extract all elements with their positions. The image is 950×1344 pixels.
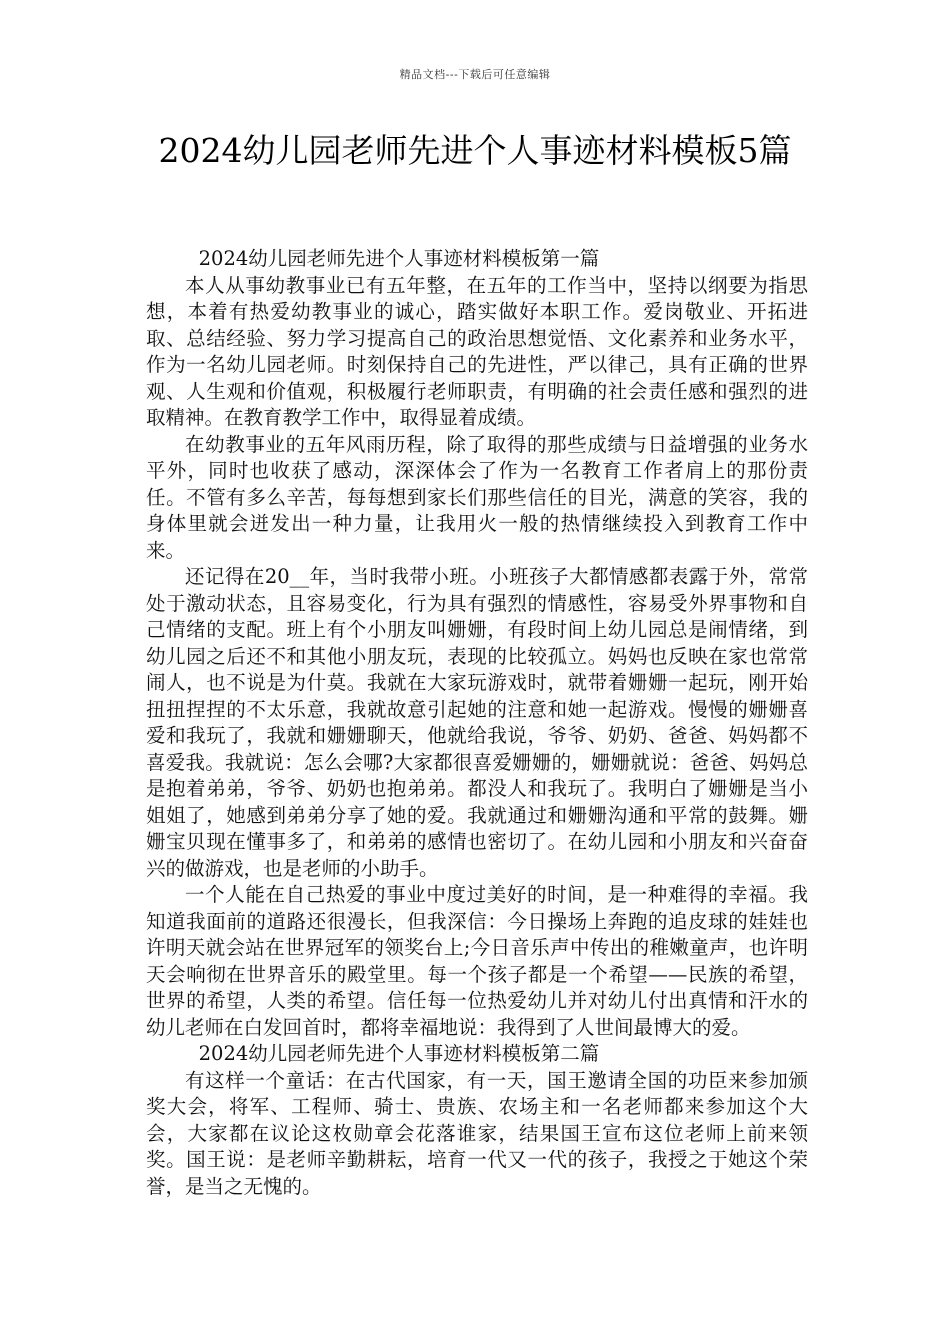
section-heading-2: 2024幼儿园老师先进个人事迹材料模板第二篇	[198, 1042, 600, 1065]
paragraph: 在幼教事业的五年风雨历程，除了取得的那些成绩与日益增强的业务水平外，同时也收获了感动，深深体会了作为一名教育工作者肩上的那份责任。不管有多么辛苦，每每想到家长们那些信任的目光，满意的笑容，我的身体里就会迸发出一种力量，让我用火一般的热情继续投入到教育工作中来。	[146, 432, 808, 562]
section-heading-1: 2024幼儿园老师先进个人事迹材料模板第一篇	[198, 247, 600, 270]
document-body	[146, 246, 808, 1200]
paragraph: 一个人能在自己热爱的事业中度过美好的时间，是一种难得的幸福。我知道我面前的道路还很漫长，但我深信：今日操场上奔跑的追皮球的娃娃也许明天就会站在世界冠军的领奖台上;今日音乐声中传出的稚嫩童声，也许明天会响彻在世界音乐的殿堂里。每一个孩子都是一个希望——民族的希望，世界的希望，人类的希望。信任每一位热爱幼儿并对幼儿付出真情和汗水的幼儿老师在白发回首时，都将幸福地说：我得到了人世间最博大的爱。	[146, 883, 808, 1039]
paragraph: 本人从事幼教事业已有五年整，在五年的工作当中，坚持以纲要为指思想，本着有热爱幼教事业的诚心，踏实做好本职工作。爱岗敬业、开拓进取、总结经验、努力学习提高自己的政治思想觉悟、文化素养和业务水平，作为一名幼儿园老师。时刻保持自己的先进性，严以律己，具有正确的世界观、人生观和价值观，积极履行老师职责，有明确的社会责任感和强烈的进取精神。在教育教学工作中，取得显着成绩。	[146, 273, 808, 429]
header-watermark: 精品文档---下载后可任意编辑	[399, 68, 551, 81]
document-title: 2024幼儿园老师先进个人事迹材料模板5篇	[158, 131, 792, 170]
paragraph: 还记得在20__年，当时我带小班。小班孩子大都情感都表露于外，常常处于激动状态，且容易变化，行为具有强烈的情感性，容易受外界事物和自己情绪的支配。班上有个小朋友叫姗姗，有段时间上幼儿园总是闹情绪，到幼儿园之后还不和其他小朋友玩，表现的比较孤立。妈妈也反映在家也常常闹人，也不说是为什莫。我就在大家玩游戏时，就带着姗姗一起玩，刚开始扭扭捏捏的不太乐意，我就故意引起她的注意和她一起游戏。慢慢的姗姗喜爱和我玩了，我就和姗姗聊天，他就给我说，爷爷、奶奶、爸爸、妈妈都不喜爱我。我就说：怎么会哪?大家都很喜爱姗姗的，姗姗就说：爸爸、妈妈总是抱着弟弟，爷爷、奶奶也抱弟弟。都没人和我玩了。我明白了姗姗是当小姐姐了，她感到弟弟分享了她的爱。我就通过和姗姗沟通和平常的鼓舞。姗姗宝贝现在懂事多了，和弟弟的感情也密切了。在幼儿园和小朋友和兴奋奋兴的做游戏，也是老师的小助手。	[146, 565, 808, 880]
paragraph: 有这样一个童话：在古代国家，有一天，国王邀请全国的功臣来参加颁奖大会，将军、工程师、骑士、贵族、农场主和一名老师都来参加这个大会，大家都在议论这枚勋章会花落谁家，结果国王宣布这位老师上前来领奖。国王说：是老师辛勤耕耘，培育一代又一代的孩子，我授之于她这个荣誉，是当之无愧的。	[146, 1068, 808, 1198]
